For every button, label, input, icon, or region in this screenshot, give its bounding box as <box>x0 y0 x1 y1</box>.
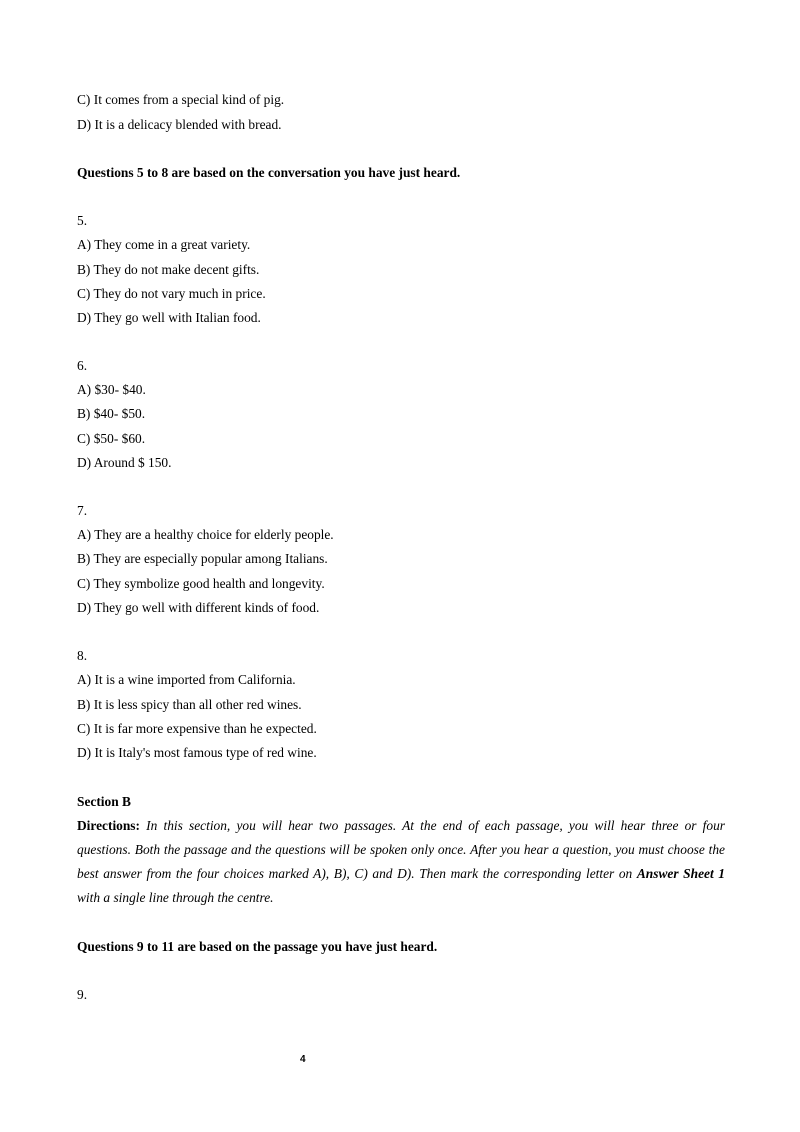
q8-option-b: B) It is less spicy than all other red wines. <box>77 697 302 712</box>
section-b-directions <box>77 814 725 910</box>
q5-option-b: B) They do not make decent gifts. <box>77 262 260 277</box>
q6-option-a: A) $30- $40. <box>77 382 146 397</box>
q6-number: 6. <box>77 358 88 373</box>
group-heading-9-11: Questions 9 to 11 are based on the passage you have just heard. <box>77 939 438 954</box>
directions-end: with a single line through the centre. <box>77 890 274 905</box>
q6-option-d: D) Around $ 150. <box>77 455 172 470</box>
q7-option-b: B) They are especially popular among Italians. <box>77 551 328 566</box>
q4-option-c: C) It comes from a special kind of pig. <box>77 92 285 107</box>
q6-option-b: B) $40- $50. <box>77 406 146 421</box>
q7-number: 7. <box>77 503 88 518</box>
section-b-title: Section B <box>77 794 131 809</box>
q5-number: 5. <box>77 213 88 228</box>
q8-option-a: A) It is a wine imported from California. <box>77 672 296 687</box>
q7-option-c: C) They symbolize good health and longevity. <box>77 576 325 591</box>
q9-number: 9. <box>77 987 88 1002</box>
q8-option-d: D) It is Italy's most famous type of red wine. <box>77 745 317 760</box>
directions-label: Directions: <box>77 818 140 833</box>
q8-option-c: C) It is far more expensive than he expected. <box>77 721 317 736</box>
q7-option-a: A) They are a healthy choice for elderly people. <box>77 527 334 542</box>
group-heading-5-8: Questions 5 to 8 are based on the conversation you have just heard. <box>77 165 461 180</box>
q6-option-c: C) $50- $60. <box>77 431 146 446</box>
directions-text: In this section, you will hear two passages. At the end of each passage, you will hear three or four questions. Both the passage and the questions will be spoken only once. After you hear a question, you must choose the best answer from the four choices marked A), B), C) and D). Then mark the corresponding letter on <box>77 818 725 881</box>
q7-option-d: D) They go well with different kinds of food. <box>77 600 320 615</box>
q4-option-d: D) It is a delicacy blended with bread. <box>77 117 282 132</box>
q8-number: 8. <box>77 648 88 663</box>
q5-option-a: A) They come in a great variety. <box>77 237 251 252</box>
q5-option-c: C) They do not vary much in price. <box>77 286 266 301</box>
q5-option-d: D) They go well with Italian food. <box>77 310 261 325</box>
answer-sheet-label: Answer Sheet 1 <box>636 866 725 881</box>
page-number: 4 <box>300 1054 306 1065</box>
